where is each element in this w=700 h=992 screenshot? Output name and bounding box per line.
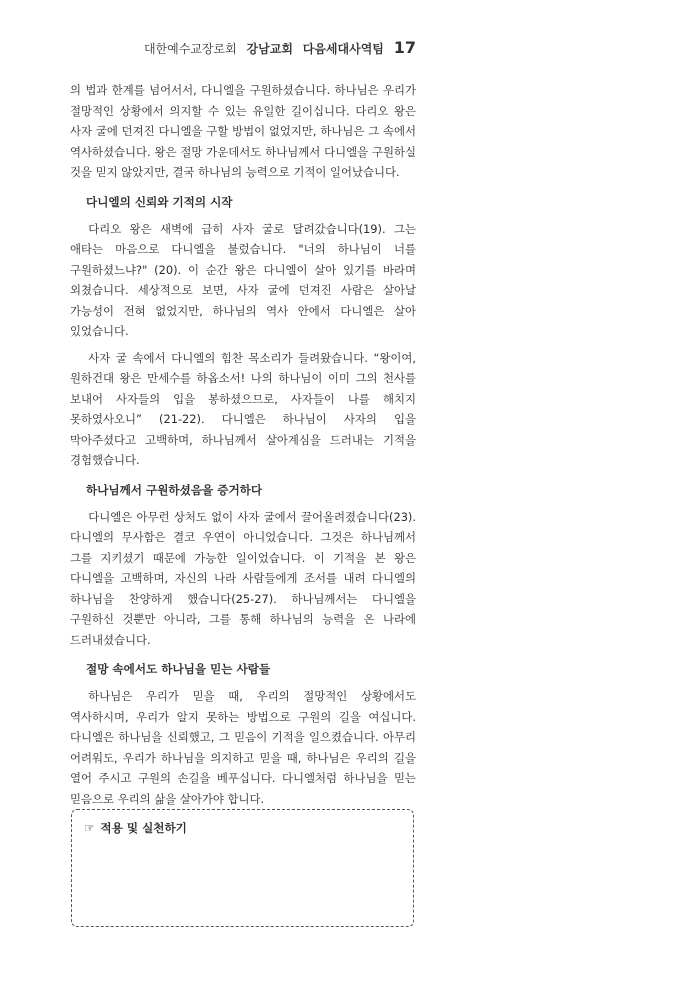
paragraph-darius: 다리오 왕은 새벽에 급히 사자 굴로 달려갔습니다(19). 그는 애타는 마음으로 다니엘을 불렀습니다. "너의 하나님이 너를 구원하셨느냐?" (20). 이 순간 왕은 다니엘이 살아 있기를 바라며 외쳤습니다. 세상적으로 보면, 사자 굴에 던져진 사람은 살아날 가능성이 전혀 없었지만, 하나님의 역사 안에서 다니엘은 살아 있었습니다. [70,221,416,338]
page-header [144,38,416,57]
article-body [70,80,416,815]
paragraph-intro: 의 법과 한계를 넘어서서, 다니엘을 구원하셨습니다. 하나님은 우리가 절망적인 상황에서 의지할 수 있는 유일한 길이십니다. 다리오 왕은 사자 굴에 던져진 다니엘을 구할 방법이 없었지만, 하나님은 그 속에서 역사하셨습니다. 왕은 절망 가운데서도 하나님께서 다니엘을 구원하실 것을 믿지 않았지만, 결국 하나님의 능력으로 기적이 일어났습니다. [70,83,416,179]
section-heading-faith: 절망 속에서도 하나님을 믿는 사람들 [86,662,271,676]
header-team: 다음세대사역팀 [302,42,384,56]
pointing-hand-icon: ☞ [84,821,95,835]
paragraph-rescue: 다니엘은 아무런 상처도 없이 사자 굴에서 끌어올려졌습니다(23). 다니엘의 무사함은 결코 우연이 아니었습니다. 그것은 하나님께서 그를 지키셨기 때문에 가능한 일이었습니다. 이 기적을 본 왕은 다니엘을 고백하며, 자신의 나라 사람들에게 조서를 내려 다니엘의 하나님을 찬양하게 했습니다(25-27). 하나님께서는 다니엘을 구원하신 것뿐만 아니라, 그를 통해 하나님의 능력을 온 나라에 드러내셨습니다. [70,509,416,647]
page-number: 17 [393,38,416,57]
section-heading-trust: 다니엘의 신뢰와 기적의 시작 [86,194,233,209]
header-church: 강남교회 [246,42,293,56]
section-heading-testimony: 하나님께서 구원하셨음을 증거하다 [86,482,263,497]
apply-practice-box [71,809,414,927]
apply-title [84,820,187,836]
paragraph-conclusion: 하나님은 우리가 믿을 때, 우리의 절망적인 상황에서도 역사하시며, 우리가 알지 못하는 방법으로 구원의 길을 여십니다. 다니엘은 하나님을 신뢰했고, 그 믿음이 기적을 일으켰습니다. 아무리 어려워도, 우리가 하나님을 의지하고 믿을 때, 하나님은 우리의 길을 열어 주시고 구원의 손길을 베푸십니다. 다니엘처럼 하나님을 믿는 믿음으로 우리의 삶을 살아가야 합니다. [70,689,416,806]
header-org: 대한예수교장로회 [143,42,237,56]
paragraph-daniel-voice: 사자 굴 속에서 다니엘의 힘찬 목소리가 들려왔습니다. “왕이여, 원하건대 왕은 만세수를 하옵소서! 나의 하나님이 이미 그의 천사를 보내어 사자들의 입을 봉하셨으므로, 사자들이 나를 해치지 못하였사오니” (21-22). 다니엘은 하나님이 사자의 입을 막아주셨다고 고백하며, 하나님께서 살아계심을 드러내는 기적을 경험했습니다. [70,350,416,467]
apply-title-text: 적용 및 실천하기 [100,821,187,835]
